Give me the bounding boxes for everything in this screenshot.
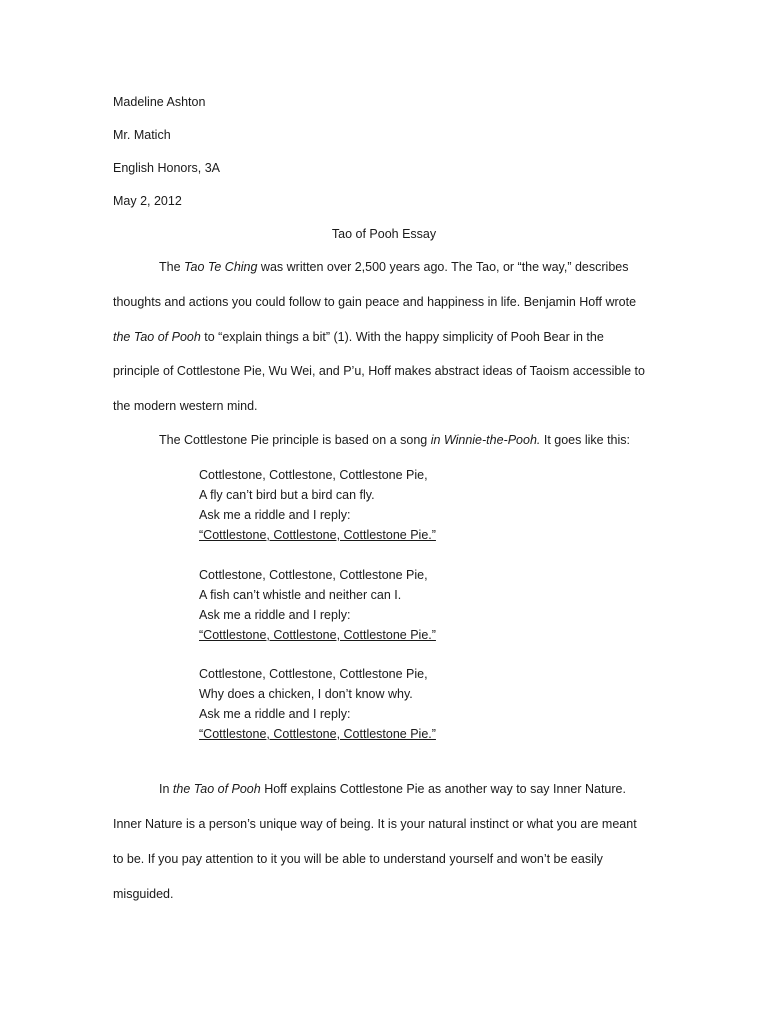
paragraph-2 <box>159 432 630 448</box>
verse-3-line-1: Cottlestone, Cottlestone, Cottlestone Pie, <box>199 667 428 681</box>
text-run: It goes like this: <box>540 433 630 447</box>
verse-1-line-3: Ask me a riddle and I reply: <box>199 508 351 522</box>
italic-title: Tao Te Ching <box>184 260 258 274</box>
verse-2-line-2: A fish can’t whistle and neither can I. <box>199 588 402 602</box>
verse-1-refrain: “Cottlestone, Cottlestone, Cottlestone Pie.” <box>199 528 436 542</box>
italic-title: in Winnie-the-Pooh. <box>430 433 541 447</box>
verse-1-line-1: Cottlestone, Cottlestone, Cottlestone Pie, <box>199 468 428 482</box>
italic-title: the Tao of Pooh <box>113 330 201 344</box>
paragraph-3-line-3: to be. If you pay attention to it you will be able to understand yourself and won’t be easily <box>113 852 603 866</box>
text-run: to “explain things a bit” (1). With the happy simplicity of Pooh Bear in the <box>200 330 604 344</box>
verse-3-line-3: Ask me a riddle and I reply: <box>199 707 351 721</box>
paragraph-1-line-2: thoughts and actions you could follow to gain peace and happiness in life. Benjamin Hoff wrote <box>113 295 637 309</box>
text-run: The <box>159 260 185 274</box>
text-run: The Cottlestone Pie principle is based on a song <box>159 433 431 447</box>
paragraph-1-line-5: the modern western mind. <box>113 399 258 413</box>
paragraph-1-line-4: principle of Cottlestone Pie, Wu Wei, and P’u, Hoff makes abstract ideas of Taoism accessible to <box>113 364 645 378</box>
teacher-name: Mr. Matich <box>113 128 171 142</box>
paragraph-1-line-3 <box>113 329 604 345</box>
text-run: was written over 2,500 years ago. The Tao, or “the way,” describes <box>257 260 629 274</box>
verse-2-refrain: “Cottlestone, Cottlestone, Cottlestone Pie.” <box>199 628 436 642</box>
class-name: English Honors, 3A <box>113 161 221 175</box>
text-run: In <box>159 782 173 796</box>
paragraph-3-line-4: misguided. <box>113 887 174 901</box>
essay-title: Tao of Pooh Essay <box>331 227 437 241</box>
text-run: Hoff explains Cottlestone Pie as another way to say Inner Nature. <box>260 782 626 796</box>
verse-2-line-1: Cottlestone, Cottlestone, Cottlestone Pie, <box>199 568 428 582</box>
verse-1-line-2: A fly can’t bird but a bird can fly. <box>199 488 375 502</box>
italic-title: the Tao of Pooh <box>172 782 261 796</box>
paragraph-3-line-2: Inner Nature is a person’s unique way of being. It is your natural instinct or what you are meant <box>113 817 637 831</box>
verse-3-refrain: “Cottlestone, Cottlestone, Cottlestone Pie.” <box>199 727 436 741</box>
essay-date: May 2, 2012 <box>113 194 182 208</box>
paragraph-3-line-1 <box>159 781 626 797</box>
paragraph-1-line-1 <box>159 259 628 275</box>
verse-3-line-2: Why does a chicken, I don’t know why. <box>199 687 413 701</box>
author-name: Madeline Ashton <box>113 95 206 109</box>
verse-2-line-3: Ask me a riddle and I reply: <box>199 608 351 622</box>
